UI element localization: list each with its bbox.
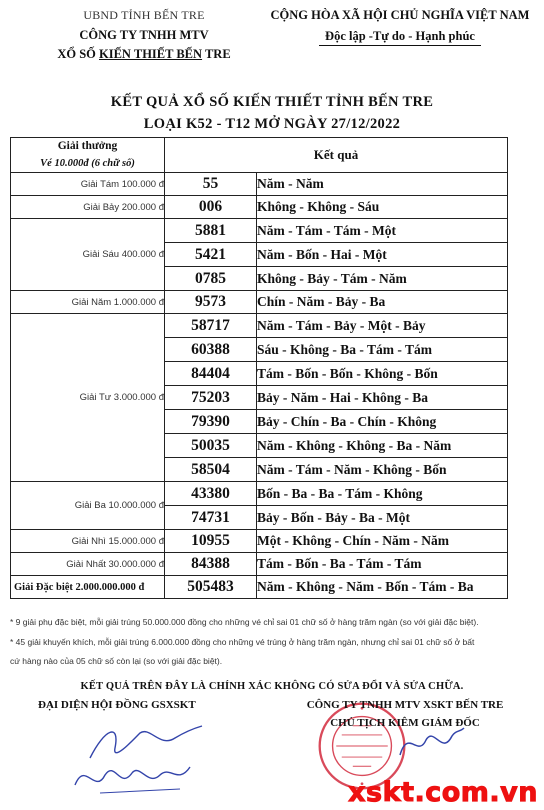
table-row xyxy=(11,291,508,314)
winning-number: 10955 xyxy=(165,530,257,553)
winning-number: 505483 xyxy=(165,576,257,599)
note-special-consolation: * 9 giải phụ đặc biệt, mỗi giải trúng 50.000.000 đồng cho những vé chỉ sai 01 chữ số ở hàng trăm ngàn (so với giải đặc biệt). xyxy=(10,617,479,627)
table-row xyxy=(11,553,508,576)
winning-number: 84388 xyxy=(165,553,257,576)
winning-number: 58717 xyxy=(165,314,257,338)
winning-number-words: Một - Không - Chín - Năm - Năm xyxy=(257,530,508,553)
winning-number-words: Năm - Bốn - Hai - Một xyxy=(257,243,508,267)
prize-label: Giải Ba 10.000.000 đ xyxy=(11,482,165,530)
document-title: KẾT QUẢ XỔ SỐ KIẾN THIẾT TỈNH BẾN TRE xyxy=(110,94,434,110)
company-signatory-org: CÔNG TY TNHH MTV XSKT BẾN TRE xyxy=(306,699,504,711)
winning-number-words: Không - Không - Sáu xyxy=(257,196,508,219)
winning-number-words: Năm - Tám - Bảy - Một - Bảy xyxy=(257,314,508,338)
company-signatory xyxy=(290,699,520,729)
confirmation-statement: KẾT QUẢ TRÊN ĐÂY LÀ CHÍNH XÁC KHÔNG CÓ SỬA ĐỔI VÀ SỬA CHỮA. xyxy=(80,681,464,692)
org-header xyxy=(44,8,244,62)
winning-number-words: Bảy - Chín - Ba - Chín - Không xyxy=(257,410,508,434)
winning-number: 50035 xyxy=(165,434,257,458)
org-line-3: XỔ SỐ KIẾN THIẾT BẾN TRE xyxy=(57,47,231,61)
note-encouragement-cont: cứ hàng nào của 05 chữ số còn lại (so với giải đặc biệt). xyxy=(10,656,223,666)
national-motto: Độc lập -Tự do - Hạnh phúc xyxy=(319,29,481,46)
winning-number-words: Không - Bảy - Tám - Năm xyxy=(257,267,508,291)
table-row xyxy=(11,314,508,338)
winning-number-words: Năm - Tám - Năm - Không - Bốn xyxy=(257,458,508,482)
winning-number: 84404 xyxy=(165,362,257,386)
prize-label: Giải Tám 100.000 đ xyxy=(11,173,165,196)
prize-label: Giải Tư 3.000.000 đ xyxy=(11,314,165,482)
prize-label: Giải Năm 1.000.000 đ xyxy=(11,291,165,314)
winning-number: 74731 xyxy=(165,506,257,530)
winning-number-words: Năm - Năm xyxy=(257,173,508,196)
winning-number-words: Năm - Không - Không - Ba - Năm xyxy=(257,434,508,458)
winning-number-words: Bảy - Bốn - Bảy - Ba - Một xyxy=(257,506,508,530)
table-row xyxy=(11,196,508,219)
org-line-2: CÔNG TY TNHH MTV xyxy=(79,28,209,42)
site-watermark: xskt.com.vn xyxy=(348,777,538,808)
winning-number-words: Bảy - Năm - Hai - Không - Ba xyxy=(257,386,508,410)
note-encouragement: * 45 giải khuyến khích, mỗi giải trúng 6.000.000 đồng cho những vé trúng ở hàng trăm ngàn, nhưng chỉ sai 01 chữ số ở bất xyxy=(10,637,475,647)
table-row xyxy=(11,173,508,196)
winning-number-words: Năm - Không - Năm - Bốn - Tám - Ba xyxy=(257,576,508,599)
prize-label: Giải Nhì 15.000.000 đ xyxy=(11,530,165,553)
winning-number: 75203 xyxy=(165,386,257,410)
result-column-header: Kết quả xyxy=(165,138,508,173)
winning-number-words: Bốn - Ba - Ba - Tám - Không xyxy=(257,482,508,506)
prize-label: Giải Nhất 30.000.000 đ xyxy=(11,553,165,576)
prize-label: Giải Sáu 400.000 đ xyxy=(11,219,165,291)
winning-number: 79390 xyxy=(165,410,257,434)
winning-number-words: Năm - Tám - Tám - Một xyxy=(257,219,508,243)
winning-number: 9573 xyxy=(165,291,257,314)
winning-number-words: Sáu - Không - Ba - Tám - Tám xyxy=(257,338,508,362)
board-signatory-title: ĐẠI DIỆN HỘI ĐỒNG GSXSKT xyxy=(38,699,196,711)
winning-number: 55 xyxy=(165,173,257,196)
winning-number: 5421 xyxy=(165,243,257,267)
results-body xyxy=(11,173,508,599)
national-motto-title: CỘNG HÒA XÃ HỘI CHỦ NGHĨA VIỆT NAM xyxy=(270,8,530,22)
table-row xyxy=(11,530,508,553)
winning-number-words: Tám - Bốn - Bốn - Không - Bốn xyxy=(257,362,508,386)
winning-number: 0785 xyxy=(165,267,257,291)
prize-label: Giải Đặc biệt 2.000.000.000 đ xyxy=(11,576,165,599)
winning-number: 58504 xyxy=(165,458,257,482)
winning-number: 5881 xyxy=(165,219,257,243)
table-row xyxy=(11,482,508,506)
prize-label: Giải Bảy 200.000 đ xyxy=(11,196,165,219)
table-row xyxy=(11,576,508,599)
company-signatory-role: CHỦ TỊCH KIÊM GIÁM ĐỐC xyxy=(330,717,480,729)
signature-mark-2 xyxy=(70,755,200,800)
winning-number-words: Chín - Năm - Bảy - Ba xyxy=(257,291,508,314)
prize-column-header: Giải thưởng Vé 10.000đ (6 chữ số) xyxy=(11,138,165,173)
winning-number: 43380 xyxy=(165,482,257,506)
results-table xyxy=(10,137,508,599)
winning-number-words: Tám - Bốn - Ba - Tám - Tám xyxy=(257,553,508,576)
winning-number: 006 xyxy=(165,196,257,219)
org-line-1: UBND TỈNH BẾN TRE xyxy=(83,8,205,22)
document-subtitle: LOẠI K52 - T12 MỞ NGÀY 27/12/2022 xyxy=(143,116,401,132)
winning-number: 60388 xyxy=(165,338,257,362)
table-row xyxy=(11,219,508,243)
national-header xyxy=(262,8,538,46)
